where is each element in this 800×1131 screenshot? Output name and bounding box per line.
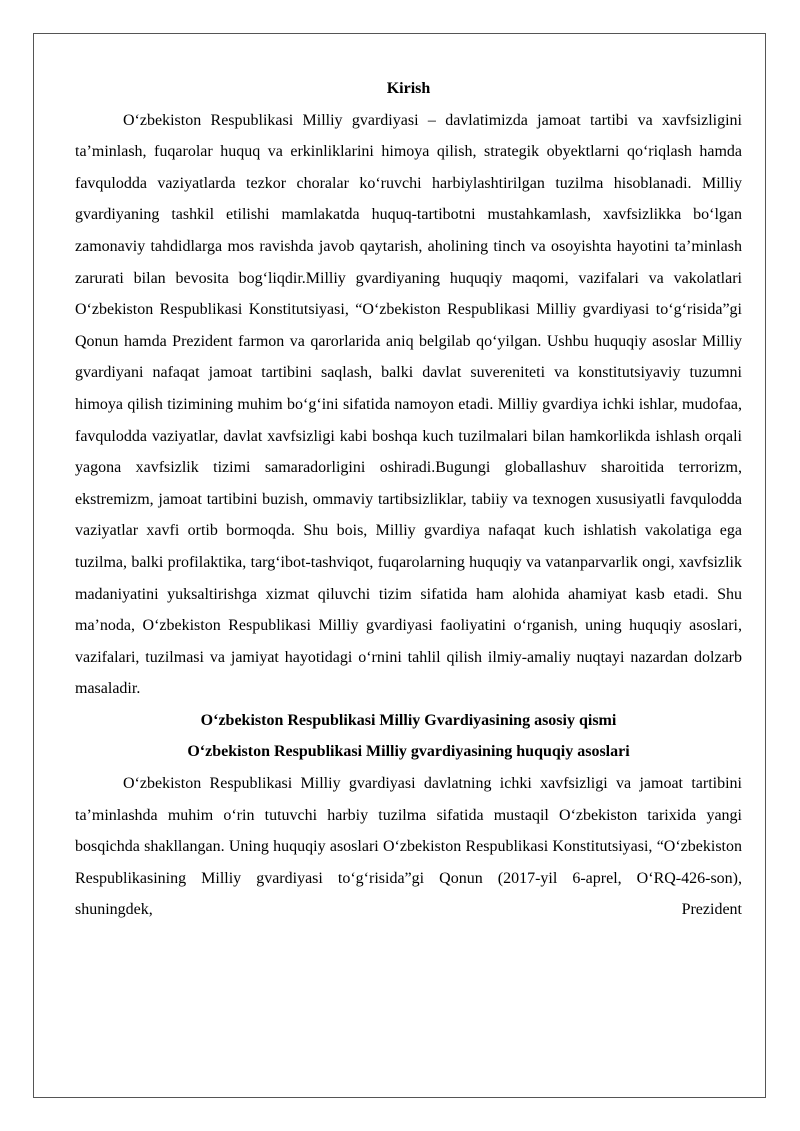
section-heading: O‘zbekiston Respublikasi Milliy Gvardiyasining asosiy qismi <box>200 711 617 729</box>
intro-paragraph: O‘zbekiston Respublikasi Milliy gvardiyasi – davlatimizda jamoat tartibi va xavfsizligini ta’minlash, fuqarolar huquq va erkinliklarini himoya qilish, strategik obyektlarni qo‘riqlash hamda favqulodda vaziyatlarda tezkor choralar ko‘ruvchi harbiylashtirilgan tuzilma hisoblanadi. Milliy gvardiyaning tashkil etilishi mamlakatda huquq-tartibotni mustahkamlash, xavfsizlikka bo‘lgan zamonaviy tahdidlarga mos ravishda javob qaytarish, aholining tinch va osoyishta hayotini ta’minlash zarurati bilan bevosita bog‘liqdir.Milliy gvardiyaning huquqiy maqomi, vazifalari va vakolatlari O‘zbekiston Respublikasi Konstitutsiyasi, “O‘zbekiston Respublikasi Milliy gvardiyasi to‘g‘risida”gi Qonun hamda Prezident farmon va qarorlarida aniq belgilab qo‘yilgan. Ushbu huquqiy asoslar Milliy gvardiyani nafaqat jamoat tartibini saqlash, balki davlat suvereniteti va konstitutsiyaviy tuzumni himoya qilish tizimining muhim bo‘g‘ini sifatida namoyon etadi. Milliy gvardiya ichki ishlar, mudofaa, favqulodda vaziyatlar, davlat xavfsizligi kabi boshqa kuch tuzilmalari bilan hamkorlikda ishlash orqali yagona xavfsizlik tizimi samaradorligini oshiradi.Bugungi globallashuv sharoitida terrorizm, ekstremizm, jamoat tartibini buzish, ommaviy tartibsizliklar, tabiiy va texnogen xususiyatli favqulodda vaziyatlar xavfi ortib bormoqda. Shu bois, Milliy gvardiya nafaqat kuch ishlatish vakolatiga ega tuzilma, balki profilaktika, targ‘ibot-tashviqot, fuqarolarning huquqiy va vatanparvarlik ongi, xavfsizlik madaniyatini yuksaltirishga xizmat qiluvchi tizim sifatida ham alohida ahamiyat kasb etadi. Shu ma’noda, O‘zbekiston Respublikasi Milliy gvardiyasi faoliyatini o‘rganish, uning huquqiy asoslari, vazifalari, tuzilmasi va jamiyat hayotidagi o‘rnini tahlil qilish ilmiy-amaliy nuqtayi nazardan dolzarb masaladir. <box>75 111 742 698</box>
document-title: Kirish <box>386 80 431 97</box>
subsection-heading: O‘zbekiston Respublikasi Milliy gvardiyasining huquqiy asoslari <box>187 743 630 761</box>
body-paragraph: O‘zbekiston Respublikasi Milliy gvardiyasi davlatning ichki xavfsizligi va jamoat tartibini ta’minlashda muhim o‘rin tutuvchi harbiy tuzilma sifatida mustaqil O‘zbekiston tarixida yangi bosqichda shakllangan. Uning huquqiy asoslari O‘zbekiston Respublikasi Konstitutsiyasi, “O‘zbekiston Respublikasining Milliy gvardiyasi to‘g‘risida”gi Qonun (2017-yil 6-aprel, O‘RQ-426-son), shuningdek, Prezident <box>75 775 742 919</box>
document-body <box>75 73 742 926</box>
